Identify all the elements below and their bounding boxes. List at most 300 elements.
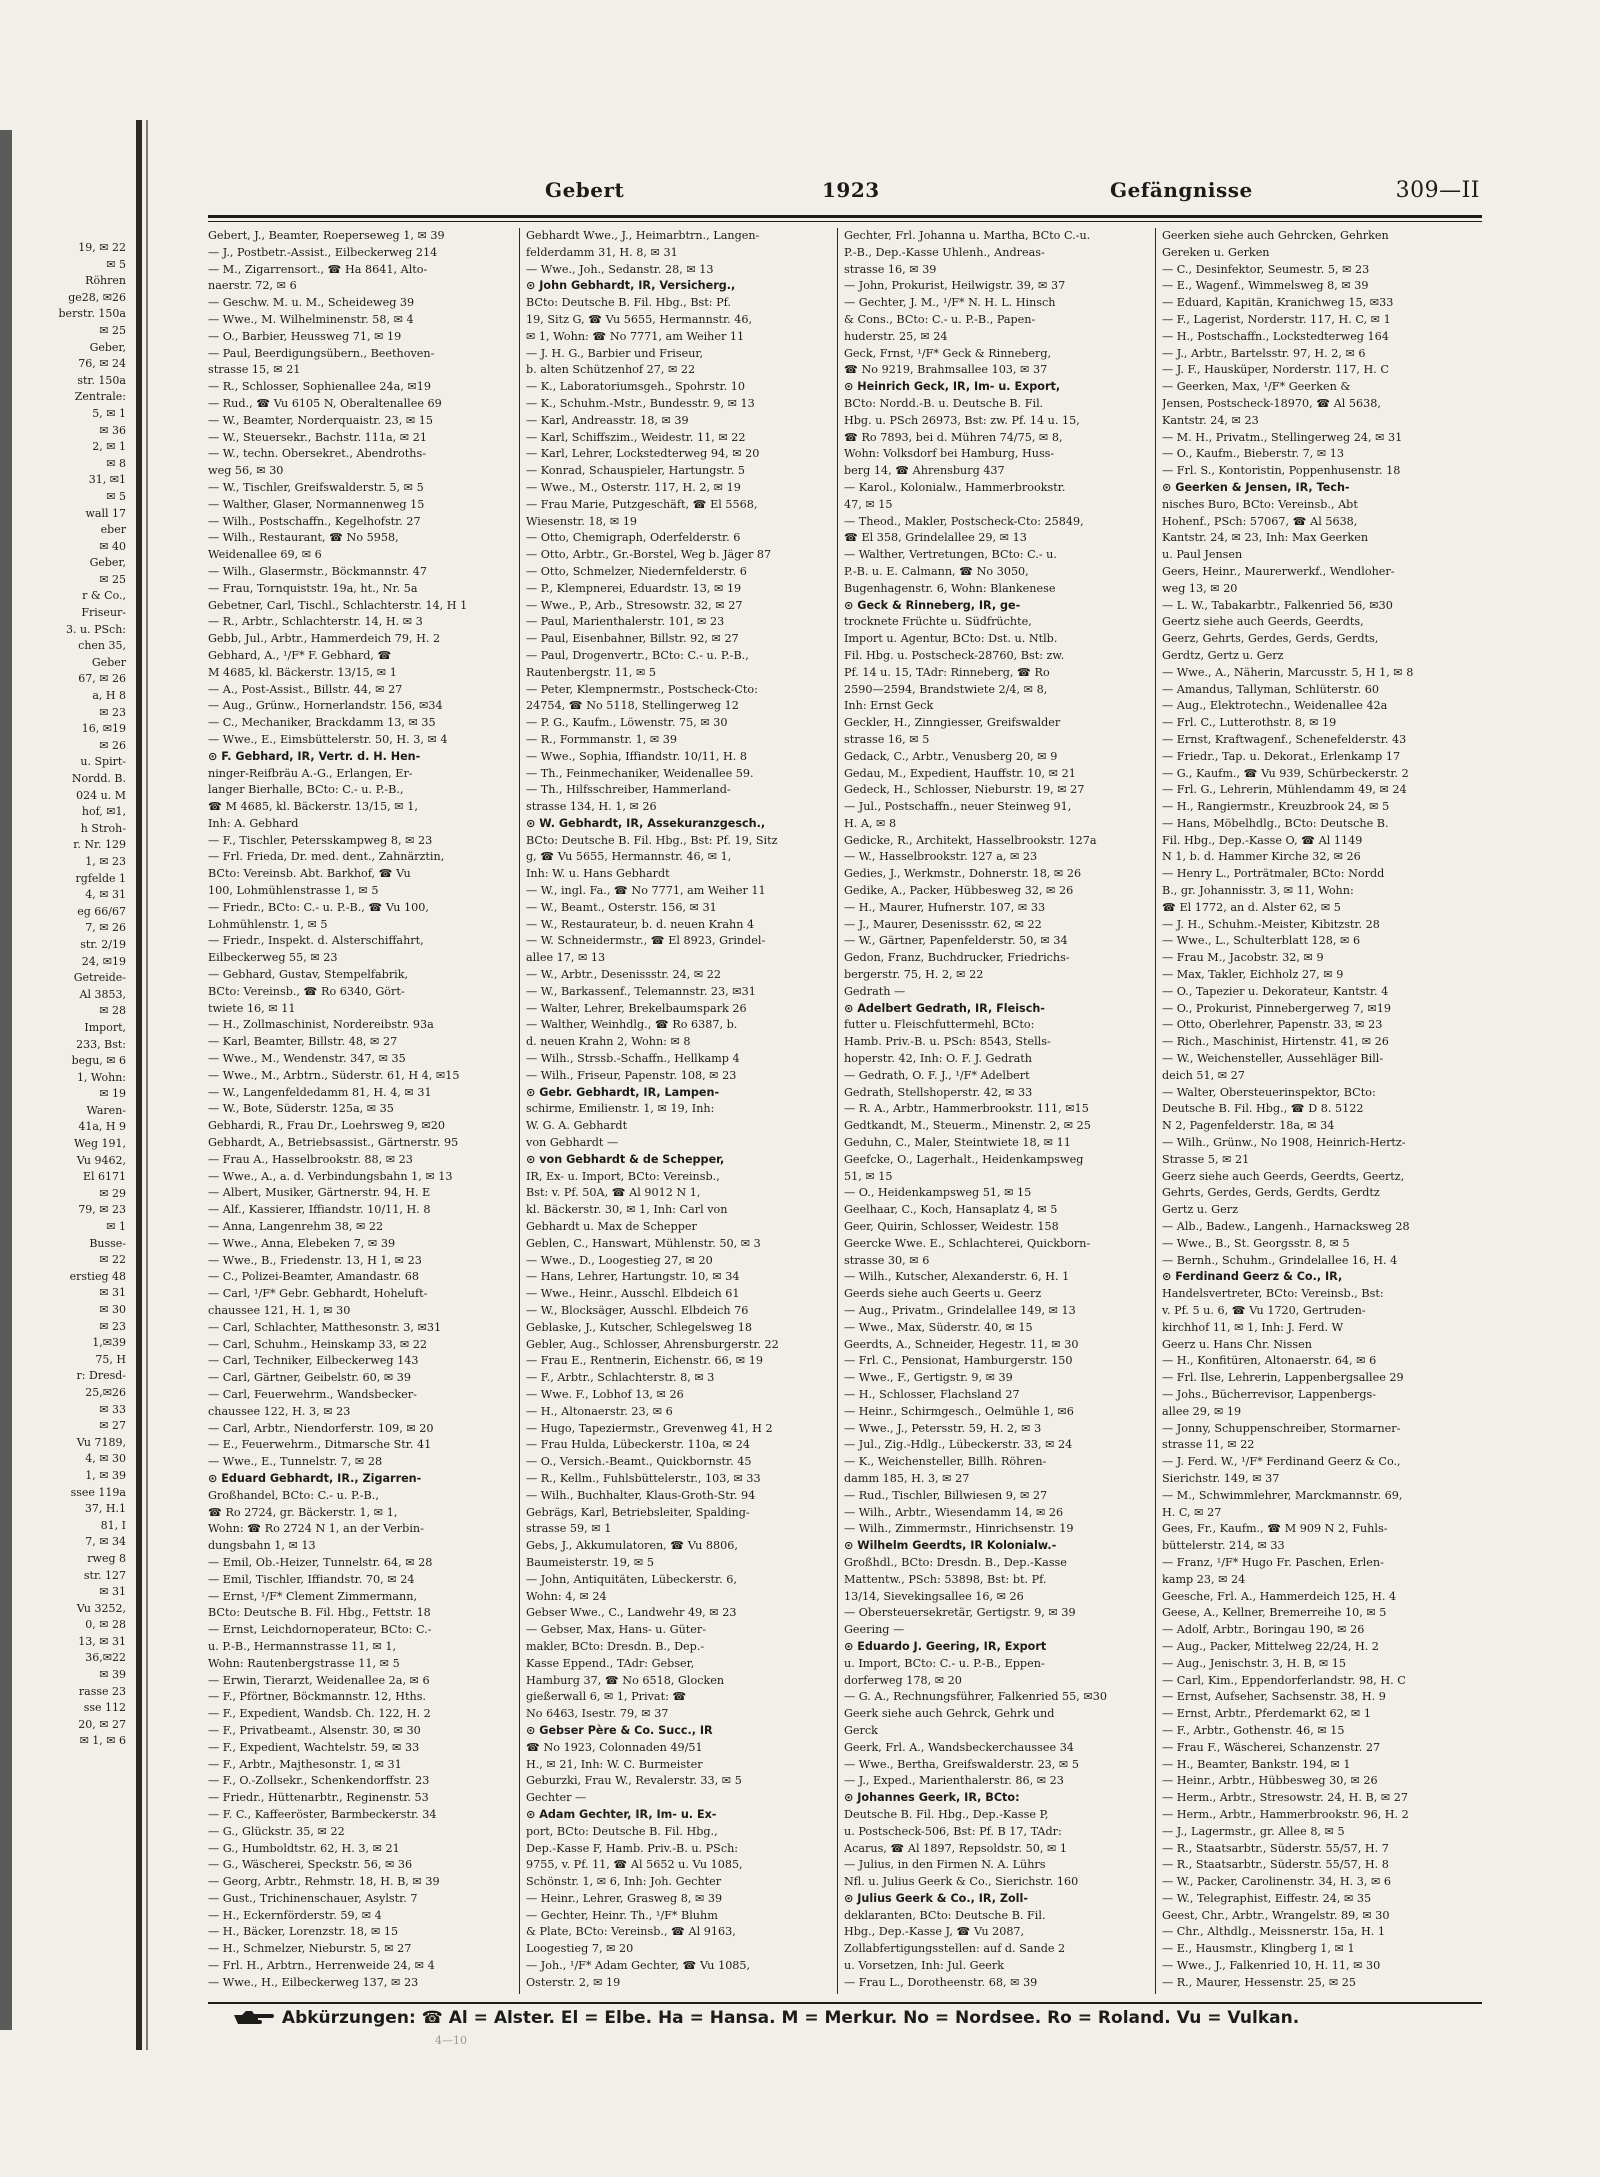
directory-entry-line: twiete 16, ✉ 11 (208, 1001, 296, 1015)
directory-entry-line: — Hugo, Tapeziermstr., Grevenweg 41, H 2 (526, 1421, 773, 1435)
previous-page-line: 16, ✉19 (81, 722, 126, 736)
directory-entry-line: berg 14, ☎ Ahrensburg 437 (844, 464, 1005, 478)
directory-entry-line: Hbg. u. PSch 26973, Bst: zw. Pf. 14 u. 15, (844, 413, 1080, 427)
directory-entry-line: weg 13, ✉ 20 (1162, 581, 1238, 595)
directory-entry-line: Nfl. u. Julius Geerk & Co., Sierichstr. 160 (844, 1875, 1079, 1889)
directory-entry-line: dorferweg 178, ✉ 20 (844, 1673, 962, 1687)
directory-entry-line: Rautenbergstr. 11, ✉ 5 (526, 665, 657, 679)
directory-entry-line: Hamburg 37, ☎ No 6518, Glocken (526, 1673, 725, 1687)
directory-entry-line: ☎ El 358, Grindelallee 29, ✉ 13 (844, 531, 1027, 545)
directory-entry-line: Deutsche B. Fil. Hbg., ☎ D 8. 5122 (1162, 1102, 1364, 1116)
directory-entry-line: — Wwe., M., Arbtrn., Süderstr. 61, H 4, ✉15 (208, 1068, 460, 1082)
directory-entry-line: — Aug., Jenischstr. 3, H. B, ✉ 15 (1162, 1656, 1347, 1670)
directory-entry-line: — Carl, Schuhm., Heinskamp 33, ✉ 22 (208, 1337, 428, 1351)
previous-page-line: ✉ 33 (99, 1402, 126, 1416)
directory-entry-line: strasse 59, ✉ 1 (526, 1522, 612, 1536)
directory-entry-line: felderdamm 31, H. 8, ✉ 31 (526, 245, 678, 259)
directory-entry-line: damm 185, H. 3, ✉ 27 (844, 1471, 970, 1485)
header-year: 1923 (822, 178, 880, 202)
directory-entry-line: Gebetner, Carl, Tischl., Schlachterstr. 14, H 1 (208, 598, 468, 612)
previous-page-line: Zentrale: (74, 390, 126, 404)
directory-entry-line: d. neuen Krahn 2, Wohn: ✉ 8 (526, 1035, 691, 1049)
directory-entry-line: — G. A., Rechnungsführer, Falkenried 55, ✉30 (844, 1690, 1108, 1704)
previous-page-line: 233, Bst: (76, 1037, 126, 1051)
directory-entry-line: — Friedr., BCto: C.- u. P.-B., ☎ Vu 100, (208, 900, 429, 914)
previous-page-line: 20, ✉ 27 (78, 1717, 126, 1731)
previous-page-line: Geber (91, 655, 126, 669)
directory-entry-line: Gebhardt Wwe., J., Heimarbtrn., Langen- (526, 229, 760, 242)
directory-entry-line: — Frl. Ilse, Lehrerin, Lappenbergsallee 29 (1162, 1371, 1404, 1385)
directory-entry-line: Gebler, Aug., Schlosser, Ahrensburgerstr. 22 (526, 1337, 779, 1351)
directory-entry-line: Gedicke, R., Architekt, Hasselbrookstr. 127a (844, 833, 1097, 847)
previous-page-line: h Stroh- (80, 821, 126, 835)
directory-entry-line: — Wwe., P., Arb., Stresowstr. 32, ✉ 27 (526, 598, 743, 612)
directory-entry-line: — J., Postbetr.-Assist., Eilbeckerweg 214 (208, 245, 438, 259)
directory-entry-line: — F., Arbtr., Majthesonstr. 1, ✉ 31 (208, 1757, 402, 1771)
directory-entry-line: Gerck (844, 1723, 878, 1737)
previous-page-line: ✉ 25 (99, 572, 126, 586)
directory-entry-line: — Herm., Arbtr., Hammerbrookstr. 96, H. 2 (1162, 1807, 1409, 1821)
directory-entry-line: Hohenf., PSch: 57067, ☎ Al 5638, (1162, 514, 1358, 528)
directory-entry-line: Geerdts, A., Schneider, Hegestr. 11, ✉ 30 (844, 1337, 1079, 1351)
directory-entry-line: weg 56, ✉ 30 (208, 464, 284, 478)
directory-entry-line: — Frau, Tornquiststr. 19a, ht., Nr. 5a (208, 581, 418, 595)
directory-entry-line: — Geerken, Max, ¹/F* Geerken & (1162, 380, 1351, 394)
directory-entry-line: von Gebhardt — (526, 1136, 619, 1150)
previous-page-line: 1, ✉ 39 (85, 1468, 126, 1482)
directory-entry-line: & Cons., BCto: C.- u. P.-B., Papen- (844, 312, 1036, 326)
directory-entry-line: Gedeck, H., Schlosser, Nieburstr. 19, ✉ 27 (844, 783, 1085, 797)
directory-entry-line: — Anna, Langenrehm 38, ✉ 22 (208, 1220, 384, 1234)
previous-page-line: ✉ 1 (106, 1220, 126, 1234)
previous-page-line: a, H 8 (92, 689, 126, 703)
directory-entry-line: ⊙ John Gebhardt, IR, Versicherg., (526, 279, 736, 293)
directory-entry-line: — R., Staatsarbtr., Süderstr. 55/57, H. 8 (1162, 1858, 1389, 1872)
directory-entry-line: — Jul., Zig.-Hdlg., Lübeckerstr. 33, ✉ 24 (844, 1438, 1073, 1452)
directory-entry-line: — Konrad, Schauspieler, Hartungstr. 5 (526, 464, 745, 478)
directory-entry-line: Handelsvertreter, BCto: Vereinsb., Bst: (1162, 1287, 1384, 1301)
directory-entry-line: — Frl. G., Lehrerin, Mühlendamm 49, ✉ 24 (1162, 783, 1407, 797)
directory-entry-line: No 6463, Isestr. 79, ✉ 37 (526, 1707, 669, 1721)
directory-entry-line: Geckler, H., Zinngiesser, Greifswalder (844, 716, 1061, 730)
directory-entry-line: — P. G., Kaufm., Löwenstr. 75, ✉ 30 (526, 716, 728, 730)
directory-column-1 (208, 228, 514, 1994)
previous-page-line: ✉ 26 (99, 738, 126, 752)
directory-entry-line: BCto: Vereinsb., ☎ Ro 6340, Gört- (208, 984, 405, 998)
directory-entry-line: — Gechter, Heinr. Th., ¹/F* Bluhm (526, 1908, 718, 1922)
header-rule-thin (208, 221, 1482, 222)
previous-page-line: Getreide- (73, 971, 126, 985)
previous-page-line: 7, ✉ 26 (85, 921, 126, 935)
directory-entry-line: Kasse Eppend., TAdr: Gebser, (526, 1656, 695, 1670)
directory-entry-line: — Adolf, Arbtr., Boringau 190, ✉ 26 (1162, 1623, 1365, 1637)
directory-entry-line: — Joh., ¹/F* Adam Gechter, ☎ Vu 1085, (526, 1959, 751, 1973)
directory-entry-line: — Heinr., Schirmgesch., Oelmühle 1, ✉6 (844, 1404, 1074, 1418)
directory-entry-line: Sierichstr. 149, ✉ 37 (1162, 1471, 1280, 1485)
directory-entry-line: — Emil, Ob.-Heizer, Tunnelstr. 64, ✉ 28 (208, 1555, 433, 1569)
directory-entry-line: — Max, Takler, Eichholz 27, ✉ 9 (1162, 968, 1344, 982)
directory-entry-line: Fil. Hbg. u. Postscheck-28760, Bst: zw. (844, 648, 1065, 662)
directory-entry-line: — Aug., Grünw., Hornerlandstr. 156, ✉34 (208, 699, 443, 713)
column-divider (519, 228, 520, 1994)
directory-entry-line: — Karl, Lehrer, Lockstedterweg 94, ✉ 20 (526, 447, 760, 461)
directory-entry-line: — R., Staatsarbtr., Süderstr. 55/57, H. 7 (1162, 1841, 1389, 1855)
directory-entry-line: — Rud., ☎ Vu 6105 N, Oberaltenallee 69 (208, 396, 442, 410)
previous-page-line: Al 3853, (79, 987, 126, 1001)
directory-entry-line: — Wilh., Kutscher, Alexanderstr. 6, H. 1 (844, 1270, 1070, 1284)
directory-entry-line: Geercke Wwe. E., Schlachterei, Quickborn- (844, 1236, 1091, 1250)
previous-page-line: 79, ✉ 23 (78, 1203, 126, 1217)
directory-entry-line: — W. Schneidermstr., ☎ El 8923, Grindel- (526, 934, 766, 948)
directory-entry-line: — Carl, ¹/F* Gebr. Gebhardt, Hoheluft- (208, 1287, 428, 1301)
directory-entry-line: ⊙ Geerken & Jensen, IR, Tech- (1162, 480, 1350, 494)
directory-entry-line: — J., Arbtr., Bartelsstr. 97, H. 2, ✉ 6 (1162, 346, 1366, 360)
directory-entry-line: — Frau Hulda, Lübeckerstr. 110a, ✉ 24 (526, 1438, 750, 1452)
directory-entry-line: — Th., Hilfsschreiber, Hammerland- (526, 783, 731, 797)
directory-entry-line: — Ernst, Arbtr., Pferdemarkt 62, ✉ 1 (1162, 1707, 1371, 1721)
directory-entry-line: — O., Tapezier u. Dekorateur, Kantstr. 4 (1162, 984, 1389, 998)
directory-entry-line: 47, ✉ 15 (844, 497, 893, 511)
directory-entry-line: Geefcke, O., Lagerhalt., Heidenkampsweg (844, 1152, 1084, 1166)
previous-page-line: 13, ✉ 31 (78, 1634, 126, 1648)
directory-entry-line: Großhdl., BCto: Dresdn. B., Dep.-Kasse (844, 1555, 1067, 1569)
directory-entry-line: IR, Ex- u. Import, BCto: Vereinsb., (526, 1169, 720, 1183)
directory-entry-line: — Wwe., Max, Süderstr. 40, ✉ 15 (844, 1320, 1033, 1334)
directory-entry-line: — F., Arbtr., Gothenstr. 46, ✉ 15 (1162, 1723, 1345, 1737)
previous-page-line: Röhren (85, 274, 126, 288)
directory-entry-line: Jensen, Postscheck-18970, ☎ Al 5638, (1162, 396, 1381, 410)
directory-entry-line: futter u. Fleischfuttermehl, BCto: (844, 1018, 1035, 1032)
directory-entry-line (1162, 1992, 1468, 1994)
directory-entry-line: — F., Pförtner, Böckmannstr. 12, Hths. (208, 1690, 426, 1704)
directory-entry-line: — Frl. H., Arbtrn., Herrenweide 24, ✉ 4 (208, 1959, 435, 1973)
directory-entry-line: — Aug., Packer, Mittelweg 22/24, H. 2 (1162, 1639, 1379, 1653)
directory-entry-line: — J., Exped., Marienthalerstr. 86, ✉ 23 (844, 1774, 1064, 1788)
directory-entry-line: — H., Rangiermstr., Kreuzbrook 24, ✉ 5 (1162, 800, 1390, 814)
previous-page-line: ✉ 22 (99, 1253, 126, 1267)
directory-entry-line: langer Bierhalle, BCto: C.- u. P.-B., (208, 783, 404, 797)
directory-entry-line: — P., Klempnerei, Eduardstr. 13, ✉ 19 (526, 581, 742, 595)
previous-page-line: 7, ✉ 34 (85, 1535, 126, 1549)
directory-entry-line: — Otto, Chemigraph, Oderfelderstr. 6 (526, 531, 741, 545)
directory-entry-line: — K., Weichensteller, Billh. Röhren- (844, 1455, 1047, 1469)
directory-entry-line: — Wwe., B., St. Georgsstr. 8, ✉ 5 (1162, 1236, 1350, 1250)
previous-page-line: 4, ✉ 31 (85, 888, 126, 902)
directory-entry-line: Gechter, Frl. Johanna u. Martha, BCto C.-u. (844, 229, 1091, 242)
directory-entry-line: & Plate, BCto: Vereinsb., ☎ Al 9163, (526, 1925, 736, 1939)
directory-entry-line: — Jonny, Schuppenschreiber, Stormarner- (1162, 1421, 1401, 1435)
directory-entry-line: Gebser Wwe., C., Landwehr 49, ✉ 23 (526, 1606, 737, 1620)
directory-entry-line: — Paul, Drogenvertr., BCto: C.- u. P.-B., (526, 648, 749, 662)
directory-entry-line: — Ernst, Kraftwagenf., Schenefelderstr. 43 (1162, 732, 1407, 746)
directory-entry-line: — G., Humboldtstr. 62, H. 3, ✉ 21 (208, 1841, 400, 1855)
directory-entry-line: Gedrath — (844, 984, 906, 998)
directory-entry-line: Gebhardt, A., Betriebsassist., Gärtnerstr. 95 (208, 1136, 459, 1150)
previous-page-line: 5, ✉ 1 (92, 406, 126, 420)
previous-page-line: 024 u. M (76, 788, 126, 802)
directory-entry-line: — Gechter, J. M., ¹/F* N. H. L. Hinsch (844, 296, 1056, 310)
directory-entry-line: — Carl, Schlachter, Matthesonstr. 3, ✉31 (208, 1320, 442, 1334)
previous-page-line: ✉ 40 (99, 539, 126, 553)
previous-page-line: Geber, (89, 340, 126, 354)
directory-entry-line: — Ernst, Aufseher, Sachsenstr. 38, H. 9 (1162, 1690, 1386, 1704)
directory-entry-line: — Wwe., H., Eilbeckerweg 137, ✉ 23 (208, 1975, 419, 1989)
directory-entry-line: — Herm., Arbtr., Stresowstr. 24, H. B, ✉ 27 (1162, 1791, 1408, 1805)
directory-entry-line: Gerdtz, Gertz u. Gerz (1162, 648, 1284, 662)
previous-page-line: ✉ 25 (99, 323, 126, 337)
directory-entry-line: — E., Hausmstr., Klingberg 1, ✉ 1 (1162, 1942, 1355, 1956)
previous-page-line: chen 35, (78, 639, 126, 653)
directory-entry-line: Inh: W. u. Hans Gebhardt (526, 867, 670, 881)
directory-entry-line: — Frl. Frieda, Dr. med. dent., Zahnärztin, (208, 850, 445, 864)
directory-entry-line: — Henry L., Porträtmaler, BCto: Nordd (1162, 867, 1385, 881)
directory-entry-line: ⊙ Adelbert Gedrath, IR, Fleisch- (844, 1001, 1045, 1015)
directory-entry-line: Gedies, J., Werkmstr., Dohnerstr. 18, ✉ 26 (844, 867, 1082, 881)
directory-entry-line: Wohn: Volksdorf bei Hamburg, Huss- (844, 447, 1055, 461)
previous-page-line: Weg 191, (74, 1137, 126, 1151)
directory-entry-line: — Alf., Kassierer, Iffiandstr. 10/11, H. 8 (208, 1203, 431, 1217)
directory-entry-line: — G., Kaufm., ☎ Vu 939, Schürbeckerstr. 2 (1162, 766, 1409, 780)
directory-entry-line: BCto: Nordd.-B. u. Deutsche B. Fil. (844, 396, 1044, 410)
directory-entry-line: — F., Tischler, Petersskampweg 8, ✉ 23 (208, 833, 433, 847)
directory-entry-line: Eilbeckerweg 55, ✉ 23 (208, 951, 338, 965)
directory-entry-line: — Frl. C., Pensionat, Hamburgerstr. 150 (844, 1354, 1073, 1368)
directory-entry-line: strasse 16, ✉ 39 (844, 262, 937, 276)
directory-entry-line: Geerds siehe auch Geerts u. Geerz (844, 1287, 1042, 1301)
previous-page-line: str. 2/19 (80, 937, 126, 951)
directory-entry-line: Bugenhagenstr. 6, Wohn: Blankenese (844, 581, 1056, 595)
directory-entry-line: — J. Ferd. W., ¹/F* Ferdinand Geerz & Co., (1162, 1455, 1401, 1469)
directory-entry-line: Bst: v. Pf. 50A, ☎ Al 9012 N 1, (526, 1186, 701, 1200)
directory-entry-line: Geers, Heinr., Maurerwerkf., Wendloher- (1162, 564, 1395, 578)
directory-entry-line: — Wwe., E., Tunnelstr. 7, ✉ 28 (208, 1455, 383, 1469)
directory-entry-line: ⊙ Gebr. Gebhardt, IR, Lampen- (526, 1085, 720, 1099)
directory-entry-line: trocknete Früchte u. Südfrüchte, (844, 615, 1032, 629)
directory-entry-line: Osterstr. 2, ✉ 19 (526, 1975, 621, 1989)
directory-entry-line: 51, ✉ 15 (844, 1169, 893, 1183)
directory-entry-line: ninger-Reifbräu A.-G., Erlangen, Er- (208, 766, 413, 780)
header-right-word: Gefängnisse (1110, 178, 1253, 202)
directory-entry-line: ☎ No 1923, Colonnaden 49/51 (526, 1740, 703, 1754)
abbreviations-text: Abkürzungen: ☎ Al = Alster. El = Elbe. Ha = Hansa. M = Merkur. No = Nordsee. Ro = Roland. Vu = Vulkan. (281, 2008, 1300, 2028)
directory-entry-line: ☎ Ro 7893, bei d. Mühren 74/75, ✉ 8, (844, 430, 1063, 444)
directory-entry-line: — Friedr., Inspekt. d. Alsterschiffahrt, (208, 934, 424, 948)
directory-entry-line: — Carl, Kim., Eppendorferlandstr. 98, H. C (1162, 1673, 1406, 1687)
directory-entry-line: u. Postscheck-506, Bst: Pf. B 17, TAdr: (844, 1824, 1062, 1838)
directory-entry-line: allee 29, ✉ 19 (1162, 1404, 1242, 1418)
directory-entry-line: — Wwe., Heinr., Ausschl. Elbdeich 61 (526, 1287, 740, 1301)
directory-entry-line: — R., Formmanstr. 1, ✉ 39 (526, 732, 678, 746)
directory-entry-line: — M., Zigarrensort., ☎ Ha 8641, Alto- (208, 262, 428, 276)
directory-entry-line: v. Pf. 5 u. 6, ☎ Vu 1720, Gertruden- (1162, 1304, 1366, 1317)
previous-page-line: Busse- (89, 1236, 126, 1250)
previous-page-line: ✉ 1, ✉ 6 (79, 1734, 126, 1748)
directory-entry-line: — R., Kellm., Fuhlsbüttelerstr., 103, ✉ 33 (526, 1471, 761, 1485)
directory-entry-line: — W., Blocksäger, Ausschl. Elbdeich 76 (526, 1304, 749, 1317)
directory-entry-line: — Wwe. F., Lobhof 13, ✉ 26 (526, 1387, 684, 1401)
directory-entry-line: H., ✉ 21, Inh: W. C. Burmeister (526, 1757, 703, 1771)
directory-entry-line: — C., Polizei-Beamter, Amandastr. 68 (208, 1270, 419, 1284)
directory-entry-line: Geering — (844, 1623, 905, 1637)
previous-page-line: 25,✉26 (85, 1385, 126, 1399)
directory-entry-line: Geerken siehe auch Gehrcken, Gehrken (1162, 229, 1389, 242)
directory-entry-line: — Wwe., M. Wilhelminenstr. 58, ✉ 4 (208, 312, 414, 326)
directory-entry-line: — K., Schuhm.-Mstr., Bundesstr. 9, ✉ 13 (526, 396, 755, 410)
directory-entry-line: Geelhaar, C., Koch, Hansaplatz 4, ✉ 5 (844, 1203, 1058, 1217)
directory-entry-line: — Carl, Feuerwehrm., Wandsbecker- (208, 1387, 417, 1401)
directory-entry-line: — W., Beamter, Norderquaistr. 23, ✉ 15 (208, 413, 434, 427)
directory-entry-line: Gebhardt u. Max de Schepper (526, 1220, 697, 1234)
previous-page-line: 1, Wohn: (76, 1070, 126, 1084)
directory-entry-line: — Wilh., Friseur, Papenstr. 108, ✉ 23 (526, 1068, 737, 1082)
directory-entry-line: — A., Post-Assist., Billstr. 44, ✉ 27 (208, 682, 403, 696)
previous-page-line: Vu 3252, (76, 1601, 126, 1615)
column-divider (1155, 228, 1156, 1994)
previous-page-line: 4, ✉ 30 (85, 1452, 126, 1466)
previous-page-line: ✉ 23 (99, 705, 126, 719)
previous-page-line: erstieg 48 (69, 1269, 126, 1283)
previous-page-line: ✉ 19 (99, 1087, 126, 1101)
directory-entry-line: Geck, Frnst, ¹/F* Geck & Rinneberg, (844, 346, 1052, 360)
directory-entry-line: 9755, v. Pf. 11, ☎ Al 5652 u. Vu 1085, (526, 1858, 743, 1872)
directory-entry-line: — J. H. G., Barbier und Friseur, (526, 346, 704, 360)
directory-entry-line: Geertz siehe auch Geerds, Geerdts, (1162, 615, 1364, 629)
directory-entry-line: ⊙ Wilhelm Geerdts, IR Kolonialw.- (844, 1539, 1057, 1553)
directory-entry-line: Gedtkandt, M., Steuerm., Minenstr. 2, ✉ 25 (844, 1119, 1091, 1133)
directory-entry-line: — Emil, Tischler, Iffiandstr. 70, ✉ 24 (208, 1572, 415, 1586)
directory-entry-line: Inh: A. Gebhard (208, 816, 299, 830)
directory-entry-line: — Paul, Marienthalerstr. 101, ✉ 23 (526, 615, 725, 629)
directory-entry-line: — Gust., Trichinenschauer, Asylstr. 7 (208, 1891, 418, 1905)
directory-entry-line: — Julius, in den Firmen N. A. Lührs (844, 1858, 1046, 1872)
directory-entry-line: H. A, ✉ 8 (844, 816, 897, 830)
previous-page-line: wall 17 (85, 506, 126, 520)
previous-page-line: ge28, ✉26 (68, 290, 126, 304)
directory-entry-line: strasse 16, ✉ 5 (844, 732, 930, 746)
directory-entry-line: — Jul., Postschaffn., neuer Steinweg 91, (844, 800, 1072, 814)
directory-entry-line: 24754, ☎ No 5118, Stellingerweg 12 (526, 699, 739, 713)
directory-entry-line: bergerstr. 75, H. 2, ✉ 22 (844, 968, 984, 982)
directory-entry-line: — Wilh., Strssb.-Schaffn., Hellkamp 4 (526, 1052, 740, 1066)
directory-entry-line: Geblaske, J., Kutscher, Schlegelsweg 18 (526, 1320, 752, 1334)
directory-entry-line: — W., Tischler, Greifswalderstr. 5, ✉ 5 (208, 480, 424, 494)
previous-page-line: 1,✉39 (92, 1336, 126, 1350)
directory-entry-line: kirchhof 11, ✉ 1, Inh: J. Ferd. W (1162, 1320, 1344, 1334)
directory-entry-line: — Peter, Klempnermstr., Postscheck-Cto: (526, 682, 758, 696)
directory-entry-line: M 4685, kl. Bäckerstr. 13/15, ✉ 1 (208, 665, 397, 679)
directory-entry-line: — Obersteuersekretär, Gertigstr. 9, ✉ 39 (844, 1606, 1076, 1620)
previous-page-line: ✉ 23 (99, 1319, 126, 1333)
directory-entry-line: — J., Maurer, Desenissstr. 62, ✉ 22 (844, 917, 1042, 931)
footer-faint-mark: 4—10 (435, 2034, 467, 2047)
directory-entry-line: Geerz u. Hans Chr. Nissen (1162, 1337, 1312, 1351)
directory-entry-line: — Aug., Elektrotechn., Weidenallee 42a (1162, 699, 1388, 713)
directory-entry-line: BCto: Deutsche B. Fil. Hbg., Bst: Pf. (526, 296, 731, 310)
directory-entry-line: ⊙ Julius Geerk & Co., IR, Zoll- (844, 1891, 1028, 1905)
directory-entry-line: — Karl, Beamter, Billstr. 48, ✉ 27 (208, 1035, 398, 1049)
previous-page-line: ✉ 39 (99, 1668, 126, 1682)
directory-entry-line: — H., Altonaerstr. 23, ✉ 6 (526, 1404, 673, 1418)
directory-entry-line: — H., Beamter, Bankstr. 194, ✉ 1 (1162, 1757, 1351, 1771)
pointing-hand-icon (232, 2009, 276, 2027)
directory-entry-line: — Amandus, Tallyman, Schlüterstr. 60 (1162, 682, 1379, 696)
directory-entry-line: P.-B., Dep.-Kasse Uhlenh., Andreas- (844, 245, 1045, 259)
directory-entry-line: strasse 15, ✉ 21 (208, 363, 301, 377)
previous-page-line: 76, ✉ 24 (78, 357, 126, 371)
directory-entry-line: — Karl, Andreasstr. 18, ✉ 39 (526, 413, 689, 427)
directory-entry-line: Geblen, C., Hanswart, Mühlenstr. 50, ✉ 3 (526, 1236, 761, 1250)
previous-page-line: 81, I (100, 1518, 126, 1532)
previous-page-line: berstr. 150a (58, 307, 126, 321)
directory-entry-line: — Frl. S., Kontoristin, Poppenhusenstr. 18 (1162, 464, 1401, 478)
directory-entry-line: — R., Schlosser, Sophienallee 24a, ✉19 (208, 380, 432, 394)
directory-entry-line: Lohmühlenstr. 1, ✉ 5 (208, 917, 328, 931)
directory-entry-line: — C., Desinfektor, Seumestr. 5, ✉ 23 (1162, 262, 1370, 276)
directory-entry-line: büttelerstr. 214, ✉ 33 (1162, 1539, 1285, 1553)
directory-entry-line: 13/14, Sievekingsallee 16, ✉ 26 (844, 1589, 1024, 1603)
directory-entry-line: — O., Kaufm., Bieberstr. 7, ✉ 13 (1162, 447, 1344, 461)
directory-entry-line: ⊙ von Gebhardt & de Schepper, (526, 1152, 725, 1166)
directory-entry-line: ☎ Ro 2724, gr. Bäckerstr. 1, ✉ 1, (208, 1505, 398, 1519)
directory-entry-line: — W., Restaurateur, b. d. neuen Krahn 4 (526, 917, 755, 931)
previous-page-line: ✉ 27 (99, 1419, 126, 1433)
previous-page-line: ✉ 31 (99, 1286, 126, 1300)
directory-entry-line: — H., Maurer, Hufnerstr. 107, ✉ 33 (844, 900, 1046, 914)
previous-page-line: ssee 119a (70, 1485, 126, 1499)
directory-entry-line: Hbg., Dep.-Kasse J, ☎ Vu 2087, (844, 1925, 1025, 1939)
directory-entry-line: — J. F., Hausküper, Norderstr. 117, H. C (1162, 363, 1389, 377)
directory-entry-line: — E., Feuerwehrm., Ditmarsche Str. 41 (208, 1438, 432, 1452)
directory-entry-line: — Ernst, Leichdornoperateur, BCto: C.- (208, 1623, 432, 1637)
directory-entry-line (844, 1992, 1150, 1994)
directory-entry-line: ⊙ Heinrich Geck, IR, Im- u. Export, (844, 380, 1061, 394)
directory-entry-line: — Wwe., Bertha, Greifswalderstr. 23, ✉ 5 (844, 1757, 1079, 1771)
directory-entry-line: — Wwe., A., a. d. Verbindungsbahn 1, ✉ 13 (208, 1169, 453, 1183)
previous-page-line: 75, H (95, 1352, 126, 1366)
directory-entry-line: u. P.-B., Hermannstrasse 11, ✉ 1, (208, 1639, 397, 1653)
directory-entry-line: Gees, Fr., Kaufm., ☎ M 909 N 2, Fuhls- (1162, 1522, 1388, 1536)
directory-entry-line: Gertz u. Gerz (1162, 1203, 1238, 1217)
directory-entry-line: — O., Versich.-Beamt., Quickbornstr. 45 (526, 1455, 752, 1469)
directory-entry-line: — Chr., Althdlg., Meissnerstr. 15a, H. 1 (1162, 1925, 1386, 1939)
directory-entry-line: — W., Barkassenf., Telemannstr. 23, ✉31 (526, 984, 756, 998)
directory-entry-line: — O., Prokurist, Pinnebergerweg 7, ✉19 (1162, 1001, 1391, 1015)
previous-page-line: ✉ 29 (99, 1186, 126, 1200)
directory-entry-line: H. C, ✉ 27 (1162, 1505, 1222, 1519)
directory-entry-line: allee 17, ✉ 13 (526, 951, 606, 965)
directory-entry-line: Pf. 14 u. 15, TAdr: Rinneberg, ☎ Ro (844, 665, 1050, 679)
directory-entry-line: — Wwe., Anna, Elebeken 7, ✉ 39 (208, 1236, 396, 1250)
directory-entry-line: strasse 30, ✉ 6 (844, 1253, 930, 1267)
directory-entry-line: Baumeisterstr. 19, ✉ 5 (526, 1555, 654, 1569)
directory-entry-line: ☎ No 9219, Brahmsallee 103, ✉ 37 (844, 363, 1048, 377)
directory-entry-line: — Heinr., Arbtr., Hübbesweg 30, ✉ 26 (1162, 1774, 1378, 1788)
directory-entry-line: Import u. Agentur, BCto: Dst. u. Ntlb. (844, 632, 1058, 646)
previous-page-line: ✉ 5 (106, 489, 126, 503)
directory-entry-line: — Wwe., F., Gertigstr. 9, ✉ 39 (844, 1371, 1013, 1385)
previous-page-column (0, 240, 130, 2040)
directory-entry-line: — Karol., Kolonialw., Hammerbrookstr. (844, 480, 1066, 494)
directory-entry-line: u. Paul Jensen (1162, 548, 1243, 562)
previous-page-line: 3. u. PSch: (66, 622, 126, 636)
directory-entry-line: — Bernh., Schuhm., Grindelallee 16, H. 4 (1162, 1253, 1398, 1267)
directory-entry-line: Gebb, Jul., Arbtr., Hammerdeich 79, H. 2 (208, 632, 441, 646)
directory-entry-line: — Frl. C., Lutterothstr. 8, ✉ 19 (1162, 716, 1337, 730)
directory-entry-line: Deutsche B. Fil. Hbg., Dep.-Kasse P, (844, 1807, 1049, 1821)
directory-entry-line: — W., Telegraphist, Eiffestr. 24, ✉ 35 (1162, 1891, 1372, 1905)
directory-column-4 (1162, 228, 1468, 1994)
directory-entry-line: Gebs, J., Akkumulatoren, ☎ Vu 8806, (526, 1539, 738, 1553)
